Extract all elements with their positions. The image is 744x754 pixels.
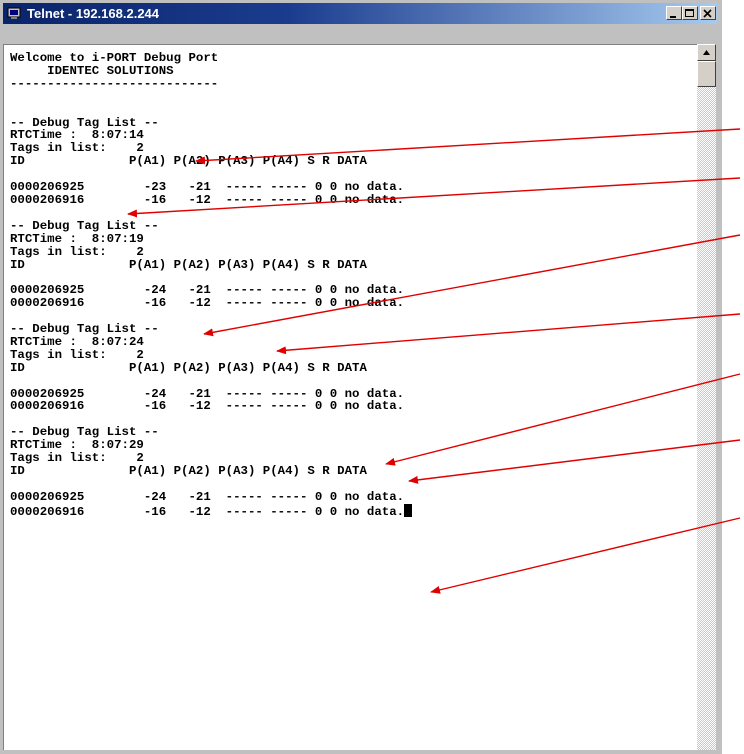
terminal-line: -- Debug Tag List -- [10, 322, 159, 337]
terminal-line: 0000206916 -16 -12 ----- ----- 0 0 no data. [10, 504, 405, 519]
annotation-arrow [196, 129, 740, 161]
annotation-arrow [277, 314, 740, 351]
terminal-line: -- Debug Tag List -- [10, 218, 159, 233]
terminal-line: -- Debug Tag List -- [10, 115, 159, 130]
terminal-line: 0000206925 -24 -21 ----- ----- 0 0 no data. [10, 386, 405, 401]
annotation-arrow [431, 518, 740, 592]
annotation-arrow [128, 178, 740, 214]
terminal-line: 0000206916 -16 -12 ----- ----- 0 0 no data. [10, 192, 405, 207]
terminal-line: ID P(A1) P(A2) P(A3) P(A4) S R DATA [10, 360, 367, 375]
terminal-line: ID P(A1) P(A2) P(A3) P(A4) S R DATA [10, 154, 367, 169]
terminal-line: 0000206925 -24 -21 ----- ----- 0 0 no data. [10, 283, 405, 298]
terminal-line: 0000206916 -16 -12 ----- ----- 0 0 no data. [10, 296, 405, 311]
terminal-line: RTCTime : 8:07:14 [10, 128, 144, 143]
terminal-line: Tags in list: 2 [10, 451, 144, 466]
terminal-line: 0000206925 -24 -21 ----- ----- 0 0 no data. [10, 489, 405, 504]
terminal-line: ---------------------------- [10, 76, 219, 91]
annotation-arrow [204, 235, 740, 334]
annotation-arrow [386, 374, 740, 464]
terminal-line: Tags in list: 2 [10, 244, 144, 259]
terminal-line: RTCTime : 8:07:29 [10, 438, 144, 453]
terminal-line: RTCTime : 8:07:24 [10, 334, 144, 349]
terminal-line: ID P(A1) P(A2) P(A3) P(A4) S R DATA [10, 257, 367, 272]
terminal-line: ID P(A1) P(A2) P(A3) P(A4) S R DATA [10, 464, 367, 478]
terminal-line: -- Debug Tag List -- [10, 425, 159, 440]
terminal-line: 0000206925 -23 -21 ----- ----- 0 0 no data. [10, 180, 405, 195]
terminal-line: RTCTime : 8:07:19 [10, 231, 144, 246]
terminal-line: Tags in list: 2 [10, 141, 144, 156]
terminal-line: Welcome to i-PORT Debug Port [10, 51, 219, 65]
terminal-line: 0000206916 -16 -12 ----- ----- 0 0 no data. [10, 399, 405, 414]
terminal-line: IDENTEC SOLUTIONS [10, 63, 174, 78]
terminal-line: Tags in list: 2 [10, 347, 144, 362]
window-title: Telnet - 192.168.2.244 [27, 6, 160, 21]
